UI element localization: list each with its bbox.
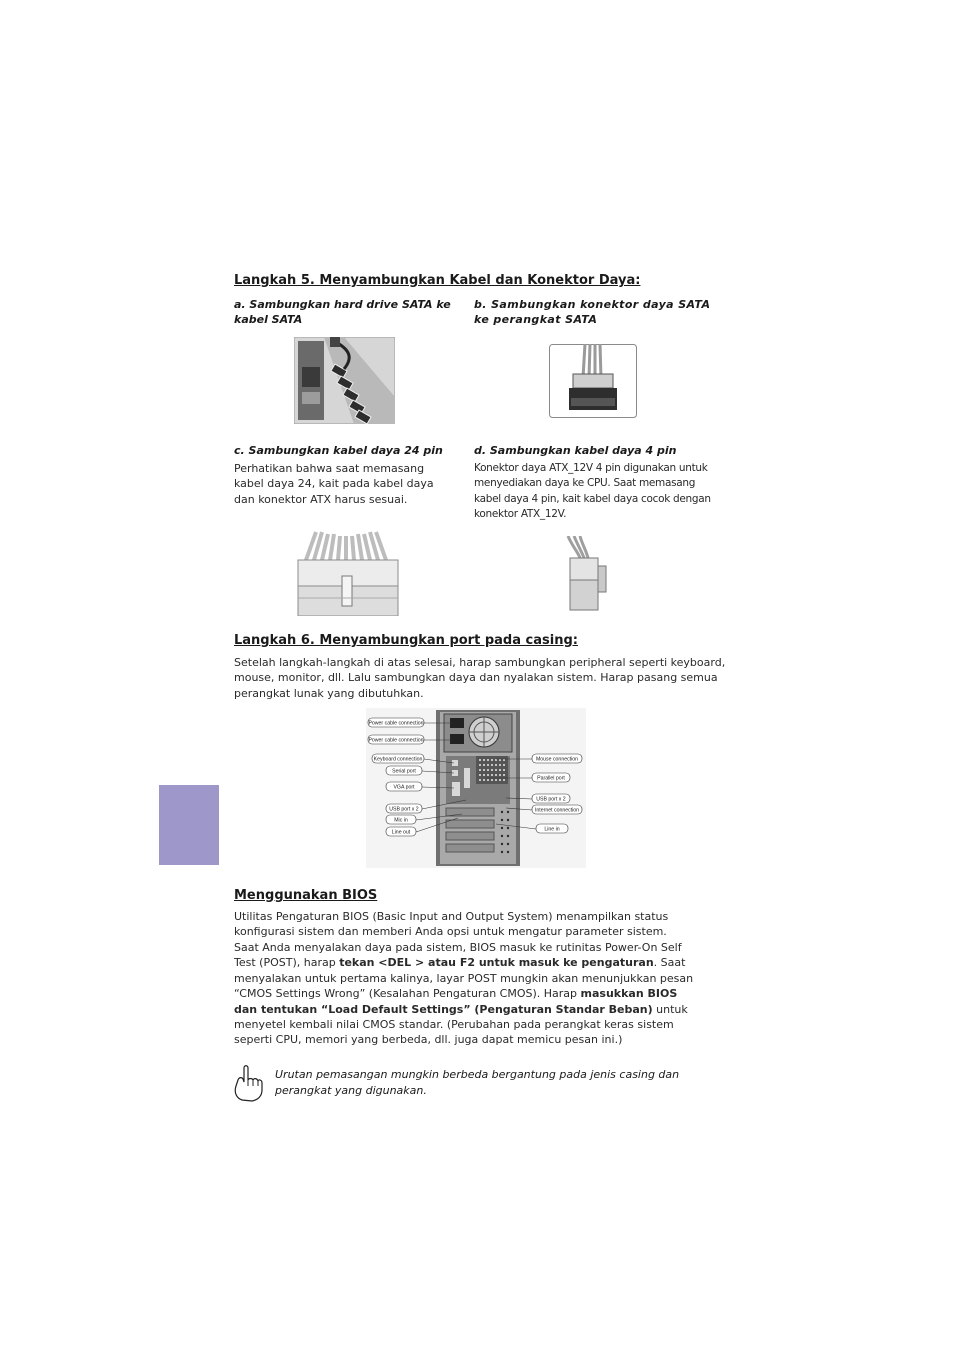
bios-title: Menggunakan BIOS — [234, 888, 378, 903]
bios-p2-b: tekan <DEL > atau F2 untuk masuk ke pengaturan — [339, 956, 654, 970]
label-lineout: Line out — [391, 829, 411, 836]
sata-hdd-image — [294, 337, 395, 424]
caption-b: b. Sambungkan konektor daya SATA ke perangkat SATA — [474, 298, 711, 326]
chapter-tab — [159, 785, 219, 865]
bios-p2-c: . Saat menyalakan untuk pertama kalinya, layar POST mungkin akan menunjukkan pesan “CMOS Settings Wrong” (Kesalahan Pengaturan CMOS). Harap — [234, 956, 694, 1001]
step5-title: Langkah 5. Menyambungkan Kabel dan Konektor Daya: — [234, 273, 641, 288]
label-mouse: Mouse connection — [535, 756, 579, 763]
label-keyboard: Keyboard connection — [373, 756, 423, 763]
text-c: Perhatikan bahwa saat memasang kabel daya 24, kait pada kabel daya dan konektor ATX harus sesuai. — [234, 462, 434, 506]
bios-p2-e: untuk menyetel kembali nilai CMOS standar. (Perubahan pada perangkat keras sistem seperti CPU, memori yang berbeda, dll. juga dapat memicu pesan ini.) — [234, 1002, 688, 1047]
label-parallel: Parallel port — [537, 775, 565, 782]
bios-paragraph-2 — [234, 940, 704, 1048]
caption-d: d. Sambungkan kabel daya 4 pin — [474, 444, 677, 457]
caption-a: a. Sambungkan hard drive SATA ke kabel SATA — [234, 298, 451, 326]
bios-p2-a: Saat Anda menyalakan daya pada sistem, BIOS masuk ke rutinitas Power-On Self Test (POST), harap — [234, 941, 682, 970]
label-usb-left: USB port x 2 — [389, 806, 419, 813]
label-power2: Power cable connection — [368, 737, 424, 744]
atx-4pin-image — [562, 536, 610, 612]
bios-p2-d: masukkan BIOS dan tentukan “Load Default Settings” (Pengaturan Standar Beban) — [234, 987, 678, 1016]
note-text: Urutan pemasangan mungkin berbeda bergantung pada jenis casing dan perangkat yang digunakan. — [275, 1068, 680, 1097]
atx-24pin-image — [296, 530, 400, 616]
step6-title: Langkah 6. Menyambungkan port pada casing: — [234, 633, 578, 648]
case-ports-diagram — [366, 708, 586, 868]
label-linein: Line in — [544, 826, 560, 833]
label-internet: Internet connection — [534, 807, 580, 814]
bios-paragraph-1: Utilitas Pengaturan BIOS (Basic Input and Output System) menampilkan status konfigurasi sistem dan memberi Anda opsi untuk mengatur parameter sistem. — [234, 910, 669, 939]
step6-text: Setelah langkah-langkah di atas selesai, harap sambungkan peripheral seperti keyboard, mouse, monitor, dll. Lalu sambungkan daya dan nyalakan sistem. Harap pasang semua perangkat lunak yang dibutuhkan. — [234, 656, 726, 700]
label-mic: Mic in — [394, 817, 408, 824]
label-power1: Power cable connection — [368, 720, 424, 727]
pointing-hand-icon — [232, 1064, 266, 1102]
label-usb-right: USB port x 2 — [536, 796, 566, 803]
label-vga: VGA port — [393, 784, 415, 791]
text-d: Konektor daya ATX_12V 4 pin digunakan untuk menyediakan daya ke CPU. Saat memasang kabel daya 4 pin, kait kabel daya cocok dengan konektor ATX_12V. — [474, 462, 711, 521]
sata-power-image — [549, 344, 637, 418]
label-serial: Serial port — [392, 768, 416, 775]
caption-c: c. Sambungkan kabel daya 24 pin — [234, 444, 443, 457]
